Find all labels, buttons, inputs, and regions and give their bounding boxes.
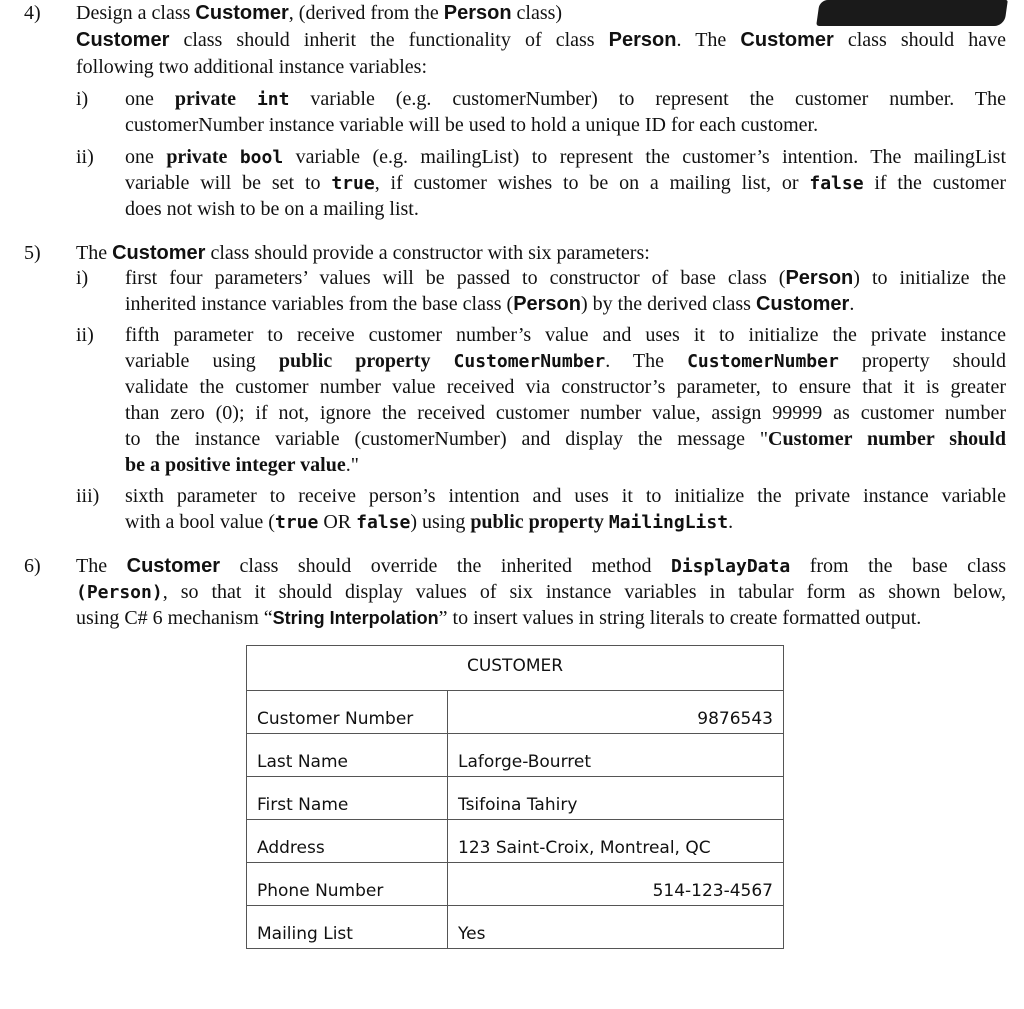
item-6-line-3: using C# 6 mechanism “String Interpolation” to insert values in string literals to create formatted output. <box>76 607 922 629</box>
item-4-line-1: Design a class Customer, (derived from the Person class) <box>76 2 563 24</box>
item-4-i-line-2: customerNumber instance variable will be used to hold a unique ID for each customer. <box>125 114 819 136</box>
table-row <box>247 777 784 820</box>
item-4-ii-number: ii) <box>76 146 94 168</box>
item-4-number: 4) <box>24 2 41 24</box>
item-4-i-line-1: one private int variable (e.g. customerNumber) to represent the customer number. The <box>125 88 1006 110</box>
row-value: 123 Saint-Croix, Montreal, QC <box>448 820 784 863</box>
item-5-iii-line-1: sixth parameter to receive person’s intention and uses it to initialize the private instance variable <box>125 485 1006 507</box>
item-6-number: 6) <box>24 555 41 577</box>
row-value: Yes <box>448 906 784 949</box>
item-5-i-number: i) <box>76 267 89 289</box>
table-row <box>247 820 784 863</box>
customer-table-title: CUSTOMER <box>247 646 784 691</box>
item-4-ii-line-1: one private bool variable (e.g. mailingList) to represent the customer’s intention. The mailingList <box>125 146 1006 168</box>
row-label: Address <box>247 820 448 863</box>
item-5-ii-line-4: than zero (0); if not, ignore the received customer number value, assign 99999 as customer number <box>125 402 1006 424</box>
item-5-iii-number: iii) <box>76 485 100 507</box>
row-label: Mailing List <box>247 906 448 949</box>
row-label: Phone Number <box>247 863 448 906</box>
item-5-ii-line-1: fifth parameter to receive customer number’s value and uses it to initialize the private instance <box>125 324 1006 346</box>
item-6-line-1: The Customer class should override the inherited method DisplayData from the base class <box>76 555 1006 577</box>
row-label: Last Name <box>247 734 448 777</box>
row-label: Customer Number <box>247 691 448 734</box>
table-row <box>247 906 784 949</box>
row-value: Laforge-Bourret <box>448 734 784 777</box>
item-5-i-line-1: first four parameters’ values will be passed to constructor of base class (Person) to initialize the <box>125 267 1006 289</box>
table-row <box>247 863 784 906</box>
item-5-ii-number: ii) <box>76 324 94 346</box>
row-value: 9876543 <box>448 691 784 734</box>
item-5-ii-line-3: validate the customer number value received via constructor’s parameter, to ensure that it is greater <box>125 376 1006 398</box>
item-4-i-number: i) <box>76 88 89 110</box>
customer-table <box>246 645 784 949</box>
item-4-line-3: following two additional instance variables: <box>76 56 428 78</box>
customer-table-header <box>247 646 784 691</box>
row-value: 514-123-4567 <box>448 863 784 906</box>
item-4-line-2: Customer class should inherit the functionality of class Person. The Customer class should have <box>76 29 1006 51</box>
item-6-line-2: (Person), so that it should display values of six instance variables in tabular form as shown below, <box>76 581 1006 603</box>
table-row <box>247 691 784 734</box>
item-5-ii-line-5: to the instance variable (customerNumber) and display the message "Customer number should <box>125 428 1006 450</box>
item-5-line-1: The Customer class should provide a constructor with six parameters: <box>76 242 650 264</box>
item-5-ii-line-2: variable using public property CustomerNumber. The CustomerNumber property should <box>125 350 1006 372</box>
row-label: First Name <box>247 777 448 820</box>
item-5-ii-line-6: be a positive integer value." <box>125 454 359 476</box>
item-4-ii-line-2: variable will be set to true, if customer wishes to be on a mailing list, or false if the customer <box>125 172 1006 194</box>
item-4-ii-line-3: does not wish to be on a mailing list. <box>125 198 419 220</box>
table-row <box>247 734 784 777</box>
item-5-i-line-2: inherited instance variables from the base class (Person) by the derived class Customer. <box>125 293 855 315</box>
row-value: Tsifoina Tahiry <box>448 777 784 820</box>
item-5-number: 5) <box>24 242 41 264</box>
item-5-iii-line-2: with a bool value (true OR false) using public property MailingList. <box>125 511 734 533</box>
